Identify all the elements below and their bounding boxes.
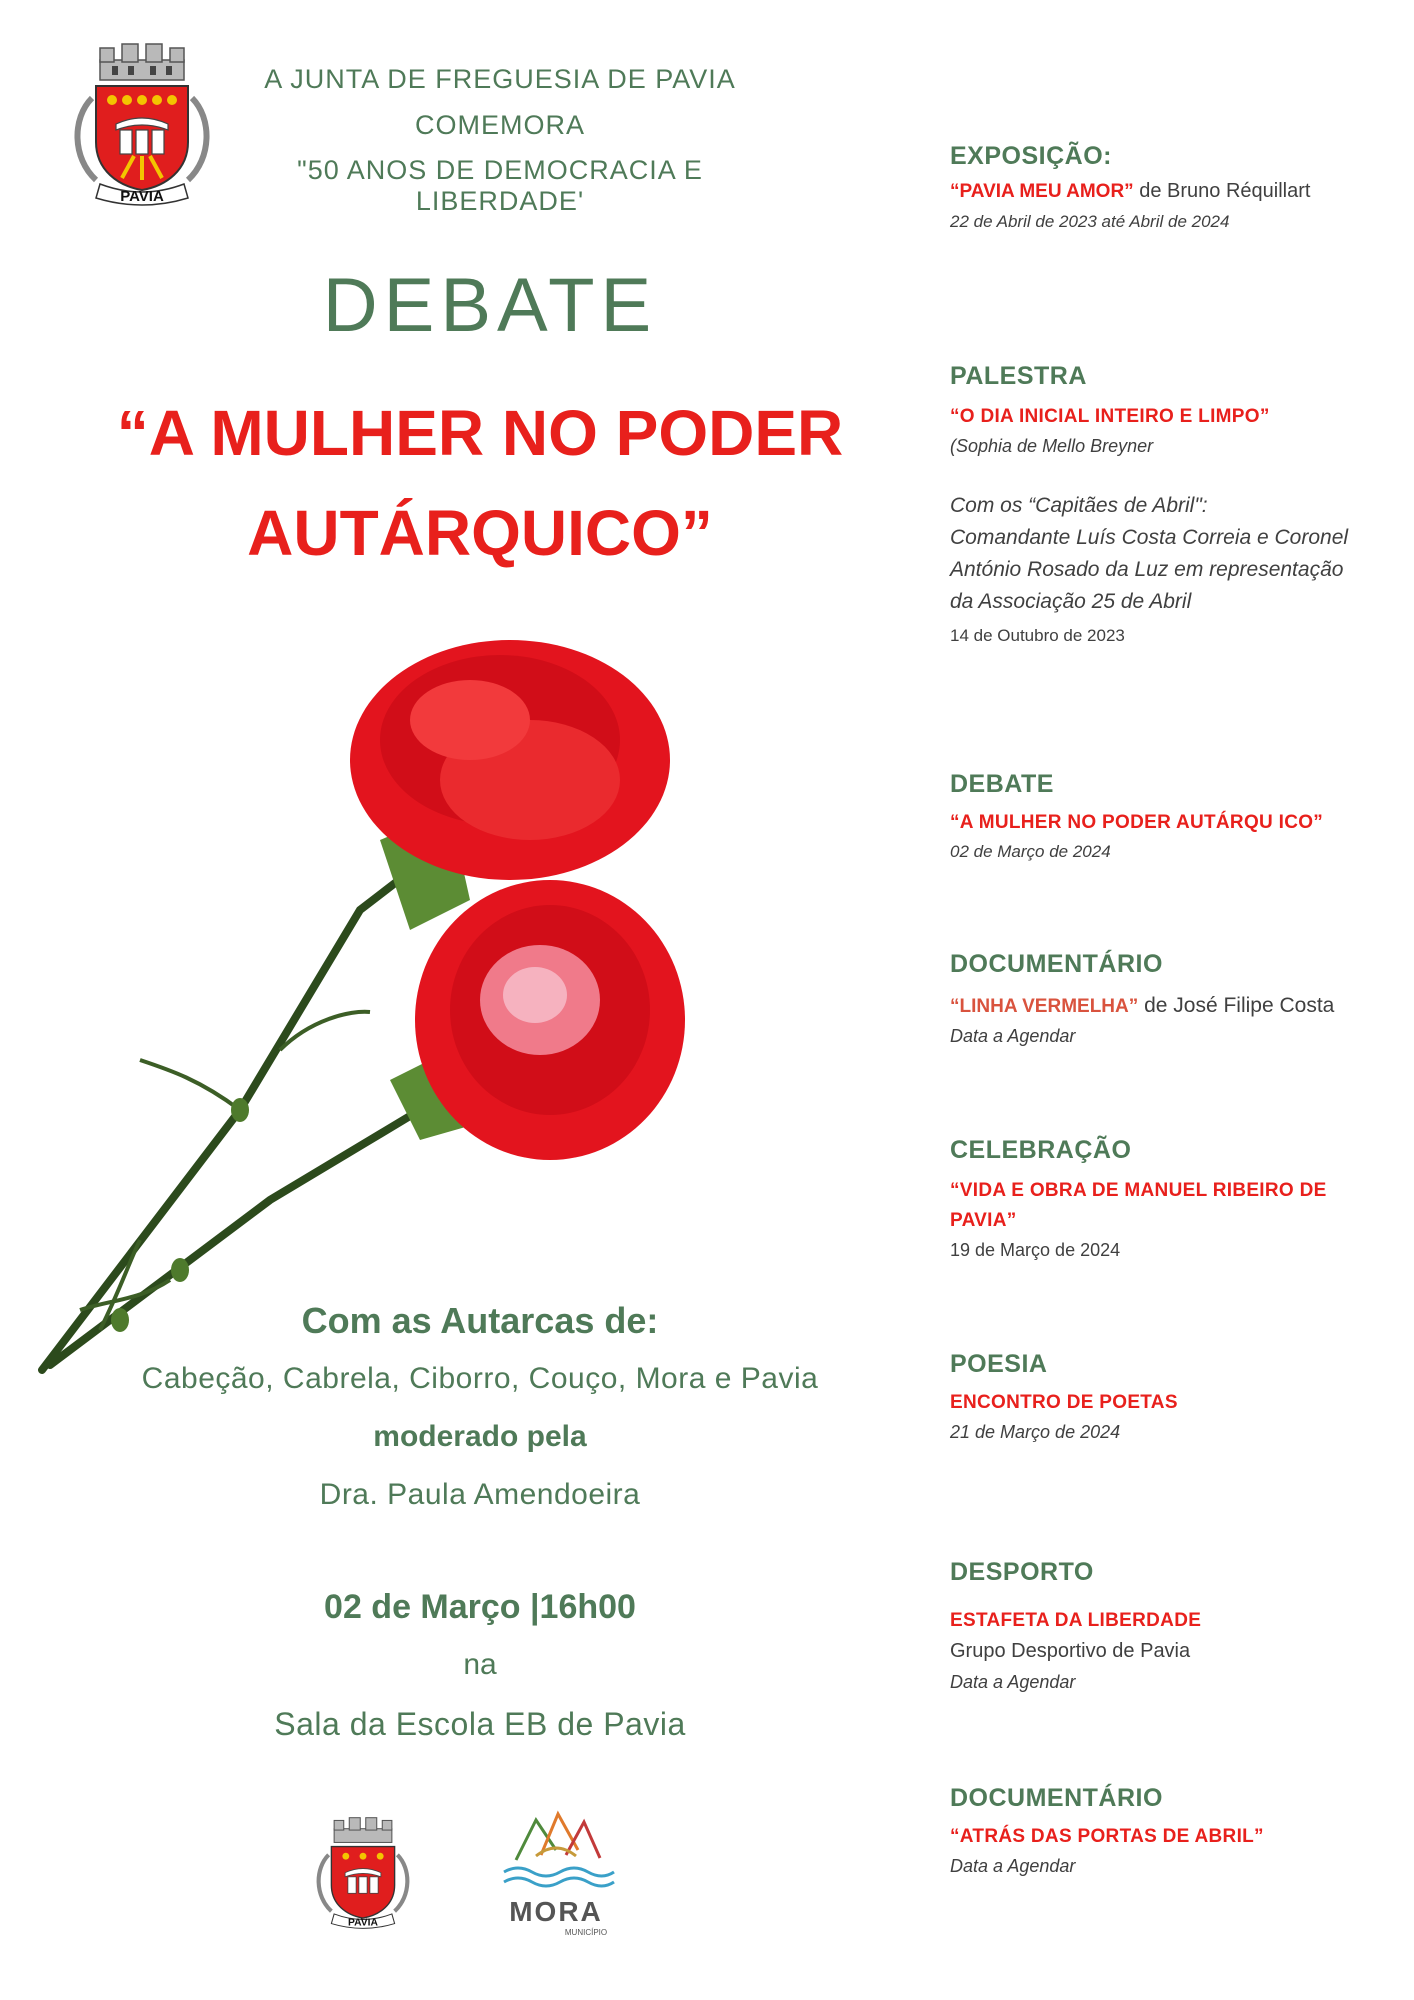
venue-prefix: na: [463, 1648, 497, 1681]
palestra-line-2: Comandante Luís Costa Correia e Coronel: [950, 526, 1349, 549]
header-line-2: COMEMORA: [415, 110, 585, 140]
event-title-line-2: AUTÁRQUICO”: [247, 497, 713, 569]
palestra-line-3: António Rosado da Luz em representação: [950, 558, 1344, 581]
documentario1-date: Data a Agendar: [950, 1026, 1076, 1046]
celebracao-heading: CELEBRAÇÃO: [950, 1136, 1132, 1164]
palestra-title: “O DIA INICIAL INTEIRO E LIMPO”: [950, 406, 1270, 427]
celebracao-date: 19 de Março de 2024: [950, 1240, 1121, 1260]
poesia-heading: POESIA: [950, 1350, 1048, 1378]
desporto-heading: DESPORTO: [950, 1558, 1094, 1586]
desporto-title: ESTAFETA DA LIBERDADE: [950, 1610, 1202, 1631]
documentario1-line: [950, 994, 1334, 1018]
documentario1-title: “LINHA VERMELHA”: [950, 996, 1139, 1017]
exposicao-author: de Bruno Réquillart: [1133, 180, 1311, 202]
svg-text:PAVIA: PAVIA: [348, 1917, 378, 1929]
crest-label: PAVIA: [120, 188, 164, 205]
desporto-date: Data a Agendar: [950, 1672, 1076, 1692]
poesia-date: 21 de Março de 2024: [950, 1422, 1121, 1442]
debate-heading: DEBATE: [950, 770, 1054, 798]
mora-sub: MUNICÍPIO: [564, 1928, 608, 1937]
palestra-line-4: da Associação 25 de Abril: [950, 590, 1192, 613]
documentario2-title: “ATRÁS DAS PORTAS DE ABRIL”: [950, 1826, 1264, 1847]
event-type-heading: DEBATE: [322, 263, 658, 348]
mora-wordmark: MORA: [509, 1896, 603, 1927]
palestra-heading: PALESTRA: [950, 362, 1087, 390]
exposicao-title: “PAVIA MEU AMOR”: [950, 181, 1134, 202]
celebracao-title-1: “VIDA E OBRA DE MANUEL RIBEIRO DE: [950, 1180, 1327, 1201]
desporto-org: Grupo Desportivo de Pavia: [950, 1640, 1191, 1662]
documentario2-heading: DOCUMENTÁRIO: [950, 1784, 1163, 1812]
palestra-author: (Sophia de Mello Breyner: [950, 436, 1154, 456]
parishes-list: Cabeção, Cabrela, Ciborro, Couço, Mora e Pavia: [141, 1362, 819, 1395]
moderated-label: moderado pela: [373, 1420, 587, 1453]
documentario1-author: de José Filipe Costa: [1138, 994, 1335, 1017]
celebracao-title-2: PAVIA”: [950, 1210, 1017, 1231]
moderator-name: Dra. Paula Amendoeira: [319, 1478, 641, 1511]
palestra-line-1: Com os “Capitães de Abril":: [950, 494, 1208, 517]
exposicao-line: [950, 180, 1310, 203]
event-title-line-1: “A MULHER NO PODER: [116, 397, 844, 469]
exposicao-heading: EXPOSIÇÃO:: [950, 142, 1112, 170]
pavia-logo-small: [308, 1812, 418, 1932]
with-label: Com as Autarcas de:: [301, 1300, 659, 1341]
documentario2-date: Data a Agendar: [950, 1856, 1076, 1876]
venue-name: Sala da Escola EB de Pavia: [274, 1706, 686, 1742]
header-line-3: "50 ANOS DE DEMOCRACIA E LIBERDADE': [297, 155, 703, 216]
palestra-date: 14 de Outubro de 2023: [950, 626, 1125, 645]
poesia-title: ENCONTRO DE POETAS: [950, 1392, 1178, 1413]
debate-date: 02 de Março de 2024: [950, 842, 1111, 861]
mora-logo: [496, 1800, 616, 1940]
carnations-illustration: [30, 640, 710, 1380]
documentario1-heading: DOCUMENTÁRIO: [950, 950, 1163, 978]
debate-title: “A MULHER NO PODER AUTÁRQU ICO”: [950, 812, 1324, 833]
pavia-crest: [62, 38, 222, 208]
header-line-1: A JUNTA DE FREGUESIA DE PAVIA: [264, 64, 736, 94]
event-datetime: 02 de Março |16h00: [324, 1588, 636, 1626]
exposicao-date: 22 de Abril de 2023 até Abril de 2024: [950, 212, 1230, 231]
